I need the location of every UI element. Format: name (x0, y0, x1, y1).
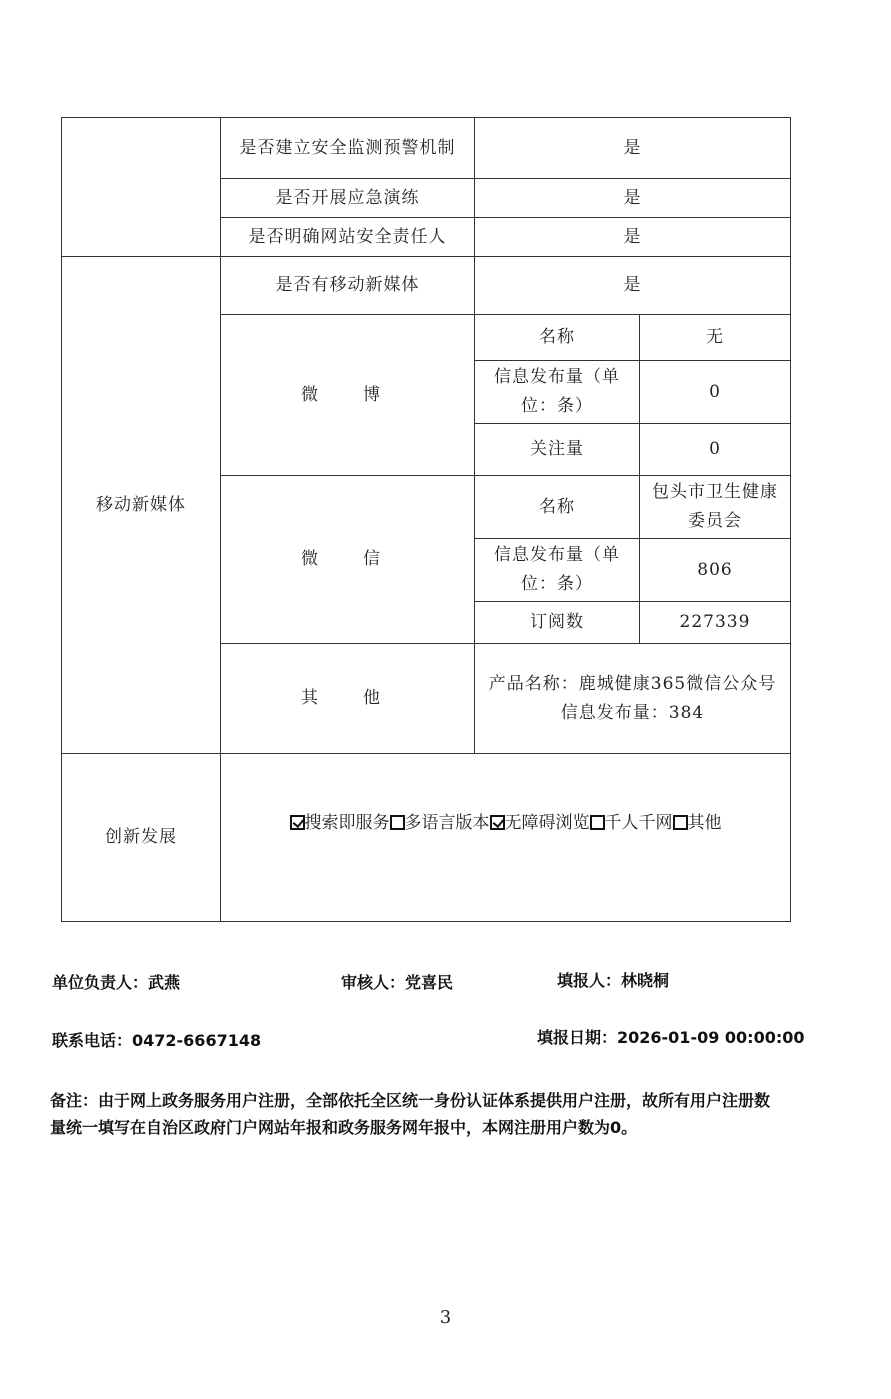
weibo-label: 微 博 (221, 315, 475, 476)
innovation-option-label: 千人千网 (604, 813, 673, 833)
unchecked-box-icon[interactable] (590, 815, 605, 830)
wechat-label: 微 信 (221, 476, 475, 644)
monitoring-value: 是 (475, 118, 791, 179)
reviewer: 审核人：党喜民 (341, 973, 454, 992)
other-label: 其 他 (221, 644, 475, 754)
remark-note: 备注：由于网上政务服务用户注册，全部依托全区统一身份认证体系提供用户注册，故所有用户注册数量统一填写在自治区政府门户网站年报和政务服务网年报中，本网注册用户数为0。 (50, 1091, 771, 1137)
checked-box-icon[interactable] (290, 815, 305, 830)
weibo-name-label: 名称 (475, 315, 640, 361)
innovation-option-label: 无障碍浏览 (504, 813, 590, 833)
wechat-posts-label: 信息发布量（单位：条） (475, 539, 640, 602)
media-section-label: 移动新媒体 (62, 257, 221, 754)
innovation-option-label: 其他 (687, 813, 722, 833)
wechat-subs-label: 订阅数 (475, 602, 640, 644)
other-value: 产品名称：鹿城健康365微信公众号 信息发布量：384 (475, 644, 791, 754)
responsible-value: 是 (475, 218, 791, 257)
wechat-posts-value: 806 (640, 539, 791, 602)
page-number: 3 (439, 1307, 452, 1328)
monitoring-label: 是否建立安全监测预警机制 (221, 118, 475, 179)
weibo-follow-label: 关注量 (475, 424, 640, 476)
drill-value: 是 (475, 179, 791, 218)
weibo-posts-label: 信息发布量（单位：条） (475, 361, 640, 424)
innovation-option-label: 多语言版本 (404, 813, 490, 833)
has-media-value: 是 (475, 257, 791, 315)
contact-phone: 联系电话：0472-6667148 (52, 1031, 262, 1050)
wechat-name-value: 包头市卫生健康委员会 (640, 476, 791, 539)
unchecked-box-icon[interactable] (390, 815, 405, 830)
innovation-options-cell (221, 754, 791, 922)
wechat-name-label: 名称 (475, 476, 640, 539)
has-media-label: 是否有移动新媒体 (221, 257, 475, 315)
filler: 填报人：林晓桐 (557, 971, 670, 990)
drill-label: 是否开展应急演练 (221, 179, 475, 218)
security-section-cell (62, 118, 221, 257)
unchecked-box-icon[interactable] (673, 815, 688, 830)
responsible-label: 是否明确网站安全责任人 (221, 218, 475, 257)
weibo-name-value: 无 (640, 315, 791, 361)
innovation-options (227, 809, 784, 838)
weibo-posts-value: 0 (640, 361, 791, 424)
innovation-option-label: 搜索即服务 (304, 813, 390, 833)
innovation-label: 创新发展 (62, 754, 221, 922)
fill-date: 填报日期：2026-01-09 00:00:00 (537, 1028, 805, 1047)
unit-head: 单位负责人：武燕 (52, 973, 181, 992)
report-table (61, 117, 791, 922)
weibo-follow-value: 0 (640, 424, 791, 476)
wechat-subs-value: 227339 (640, 602, 791, 644)
checked-box-icon[interactable] (490, 815, 505, 830)
